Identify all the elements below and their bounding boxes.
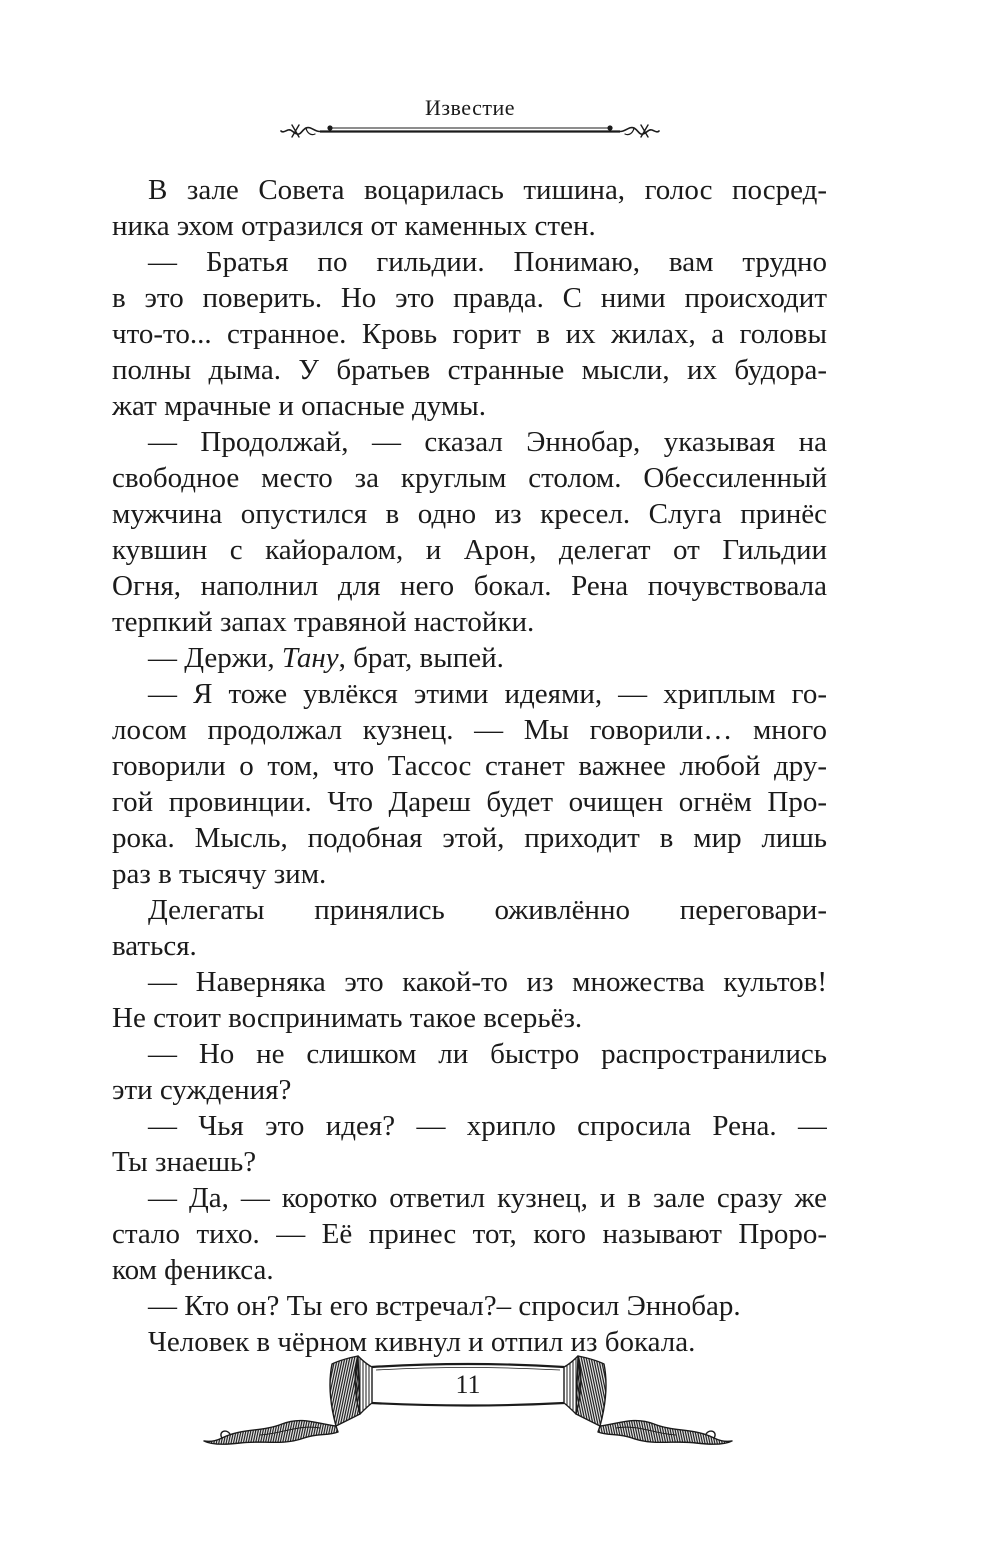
text-line: говорили о том, что Тассос станет важнее любой дру-	[112, 750, 827, 782]
ribbon-right-end	[564, 1356, 732, 1444]
divider-flourish-right	[620, 125, 659, 137]
text-line: Делегаты принялись оживлённо переговари-	[148, 894, 827, 926]
text-line: лосом продолжал кузнец. — Мы говорили… много	[112, 714, 827, 746]
text-line: гой провинции. Что Дареш будет очищен огнём Про-	[112, 786, 827, 818]
text-line: рока. Мысль, подобная этой, приходит в мир лишь	[112, 822, 827, 854]
paragraph	[112, 964, 827, 1036]
text-line: мужчина опустился в одно из кресел. Слуга принёс	[112, 498, 827, 530]
paragraph	[112, 892, 827, 964]
text-line: полны дыма. У братьев странные мысли, их будора-	[112, 354, 827, 386]
running-header: Известие	[424, 95, 516, 120]
paragraph	[112, 1036, 827, 1108]
text-line: — Чья это идея? — хрипло спросила Рена. —	[148, 1110, 827, 1142]
text-line: в это поверить. Но это правда. С ними происходит	[112, 282, 827, 314]
paragraph	[112, 676, 827, 892]
text-line: ком феникса.	[112, 1254, 274, 1286]
paragraph	[112, 1180, 827, 1288]
text-line: ваться.	[112, 930, 197, 962]
text-line: — Братья по гильдии. Понимаю, вам трудно	[148, 246, 827, 278]
text-line: Огня, наполнил для него бокал. Рена почувствовала	[112, 570, 827, 602]
page-number: 11	[455, 1370, 481, 1399]
divider-lines	[320, 128, 620, 132]
text-run: — Держи,	[148, 642, 282, 674]
divider-flourish-left	[281, 125, 320, 137]
text-line: Человек в чёрном кивнул и отпил из бокала.	[148, 1326, 696, 1358]
text-line: — Наверняка это какой-то из множества культов!	[148, 966, 827, 998]
text-line: терпкий запах травяной настойки.	[112, 606, 535, 638]
text-line: — Кто он? Ты его встречал?– спросил Эннобар.	[148, 1290, 741, 1322]
emphasized-name: Тану	[281, 642, 339, 674]
text-line: жат мрачные и опасные думы.	[112, 390, 486, 422]
text-line: — Но не слишком ли быстро распространились	[148, 1038, 827, 1070]
text-line: В зале Совета воцарилась тишина, голос посред-	[148, 174, 827, 206]
text-line: эти суждения?	[112, 1074, 292, 1106]
text-line: — Я тоже увлёкся этими идеями, — хриплым го-	[148, 678, 827, 710]
text-line: раз в тысячу зим.	[112, 858, 327, 890]
text-line: что-то... странное. Кровь горит в их жилах, а головы	[112, 318, 827, 350]
vine-divider-icon	[280, 116, 660, 144]
text-line: свободное место за круглым столом. Обессиленный	[112, 462, 827, 494]
ribbon-left-end	[204, 1356, 372, 1444]
paragraph	[112, 640, 827, 676]
text-line: — Да, — коротко ответил кузнец, и в зале сразу же	[148, 1182, 827, 1214]
text-line: стало тихо. — Её принес тот, кого называют Проро-	[112, 1218, 827, 1250]
text-line: ника эхом отразился от каменных стен.	[112, 210, 596, 242]
text-line: кувшин с кайоралом, и Арон, делегат от Гильдии	[112, 534, 827, 566]
paragraph	[112, 244, 827, 424]
paragraph	[112, 1108, 827, 1180]
divider-dot-left	[327, 125, 332, 130]
text-run: , брат, выпей.	[338, 642, 504, 674]
paragraph	[112, 1288, 827, 1324]
text-line: Ты знаешь?	[112, 1146, 257, 1178]
text-line: Не стоит воспринимать такое всерьёз.	[112, 1002, 583, 1034]
paragraph	[112, 172, 827, 244]
paragraph	[112, 424, 827, 640]
divider-dot-right	[607, 125, 612, 130]
text-line: — Продолжай, — сказал Эннобар, указывая на	[148, 426, 827, 458]
text-line	[112, 640, 827, 676]
body-text	[112, 172, 827, 1360]
